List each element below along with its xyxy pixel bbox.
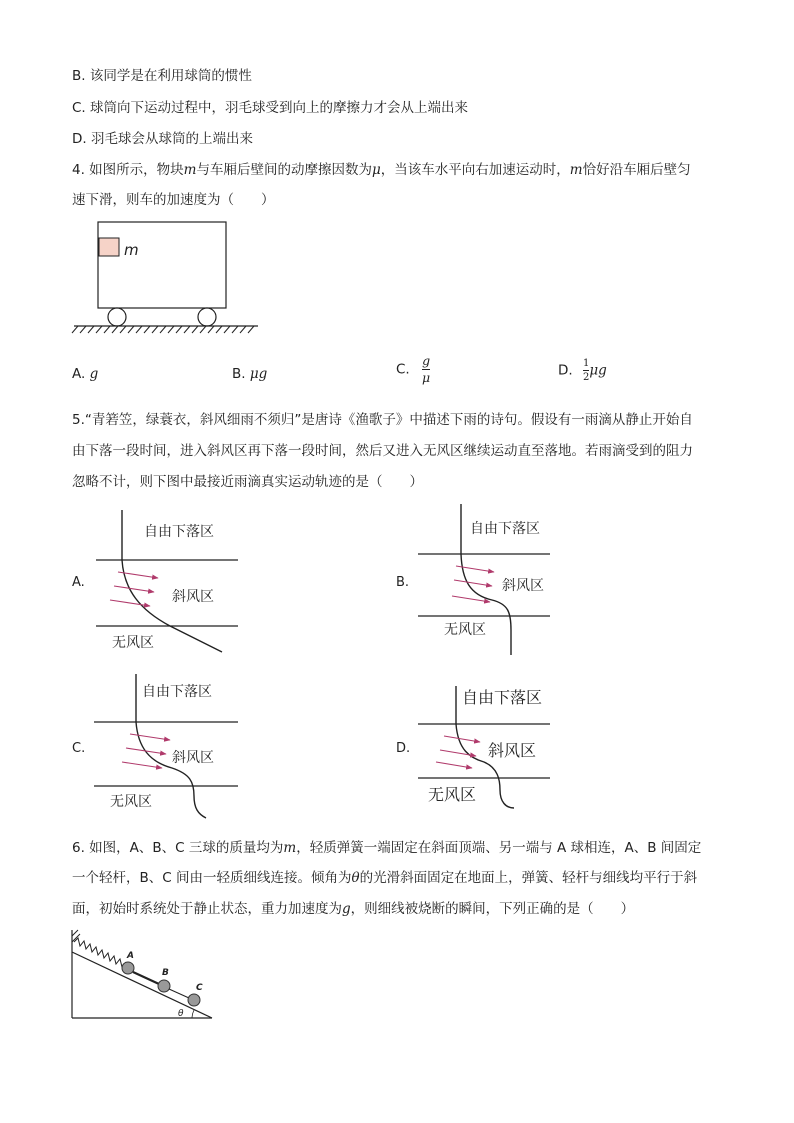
rain-figure-b xyxy=(396,504,550,655)
q3-option-d: D. 羽毛球会从球筒的上端出来 xyxy=(72,131,253,147)
rain-figure-d xyxy=(396,686,550,808)
rain-figure-c xyxy=(72,674,238,818)
svg-text:斜风区: 斜风区 xyxy=(172,750,214,766)
q4-truck-figure xyxy=(70,218,262,336)
svg-text:A.: A. xyxy=(72,575,85,590)
q4-stem-line2: 速下滑，则车的加速度为（ ） xyxy=(72,192,275,208)
svg-text:B: B xyxy=(162,968,169,978)
q5-stem-line3: 忽略不计，则下图中最接近雨滴真实运动轨迹的是（ ） xyxy=(72,474,423,490)
q6-stem-line3: 面，初始时系统处于静止状态，重力加速度为g，则细线被烧断的瞬间，下列正确的是（ ） xyxy=(72,901,635,917)
fraction-one-half: $\frac{1}{2}$ xyxy=(582,358,590,383)
wheel-front xyxy=(198,308,216,326)
svg-text:C.: C. xyxy=(72,741,86,756)
thin-string xyxy=(169,989,189,998)
svg-text:C: C xyxy=(196,983,203,993)
fraction-g-over-mu: $\frac{g}{\mu}$ xyxy=(422,353,431,385)
q4-option-b: B. μg xyxy=(232,366,268,382)
q3-option-b: B. 该同学是在利用球筒的惯性 xyxy=(72,68,252,84)
svg-text:D.: D. xyxy=(396,741,411,756)
ball-a xyxy=(122,962,134,974)
svg-text:斜风区: 斜风区 xyxy=(172,589,214,605)
svg-text:θ: θ xyxy=(178,1009,184,1019)
ball-b xyxy=(158,980,170,992)
q6-stem-line2: 一个轻杆，B、C 间由一轻质细线连接。倾角为θ的光滑斜面固定在地面上，弹簧、轻杆与细线均平行于斜 xyxy=(72,870,698,886)
incline-surface xyxy=(72,952,212,1018)
svg-text:无风区: 无风区 xyxy=(110,794,152,810)
q4-option-c: C. $\frac{g}{\mu}$ xyxy=(396,353,431,385)
truck-body xyxy=(98,222,226,308)
q6-incline-figure xyxy=(66,926,218,1026)
q6-stem-line1: 6. 如图，A、B、C 三球的质量均为m，轻质弹簧一端固定在斜面顶端、另一端与 A 球相连，A、B 间固定 xyxy=(72,840,702,856)
svg-text:自由下落区: 自由下落区 xyxy=(142,684,212,700)
svg-text:自由下落区: 自由下落区 xyxy=(144,524,214,540)
svg-text:自由下落区: 自由下落区 xyxy=(470,521,540,537)
q5-stem-line2: 由下落一段时间，进入斜风区再下落一段时间，然后又进入无风区继续运动直至落地。若雨滴受到的阻力 xyxy=(72,443,693,459)
svg-text:斜风区: 斜风区 xyxy=(488,741,537,760)
spring xyxy=(74,938,126,967)
svg-text:斜风区: 斜风区 xyxy=(502,578,544,594)
ball-c xyxy=(188,994,200,1006)
rain-figure-a xyxy=(72,510,238,652)
svg-text:自由下落区: 自由下落区 xyxy=(462,688,543,707)
q4-option-d: D. $\frac{1}{2}$ μg xyxy=(558,358,607,383)
svg-text:无风区: 无风区 xyxy=(428,785,477,804)
q4-stem-line1: 4. 如图所示，物块m与车厢后壁间的动摩擦因数为μ，当该车水平向右加速运动时，m恰好沿车厢后壁匀 xyxy=(72,162,691,178)
q3-option-c: C. 球筒向下运动过程中，羽毛球受到向上的摩擦力才会从上端出来 xyxy=(72,100,469,116)
q5-stem-line1: 5.“青箬笠，绿蓑衣，斜风细雨不须归”是唐诗《渔歌子》中描述下雨的诗句。假设有一雨滴从静止开始自 xyxy=(72,412,693,428)
wheel-rear xyxy=(108,308,126,326)
ground-hatch xyxy=(72,326,254,333)
q5-rain-figures xyxy=(0,500,794,830)
block-m xyxy=(99,238,119,256)
q4-option-a: A. g xyxy=(72,366,99,382)
svg-text:无风区: 无风区 xyxy=(112,635,154,651)
block-m-label: m xyxy=(124,241,139,259)
svg-text:B.: B. xyxy=(396,575,410,590)
svg-text:无风区: 无风区 xyxy=(444,622,486,638)
svg-text:A: A xyxy=(127,951,134,961)
